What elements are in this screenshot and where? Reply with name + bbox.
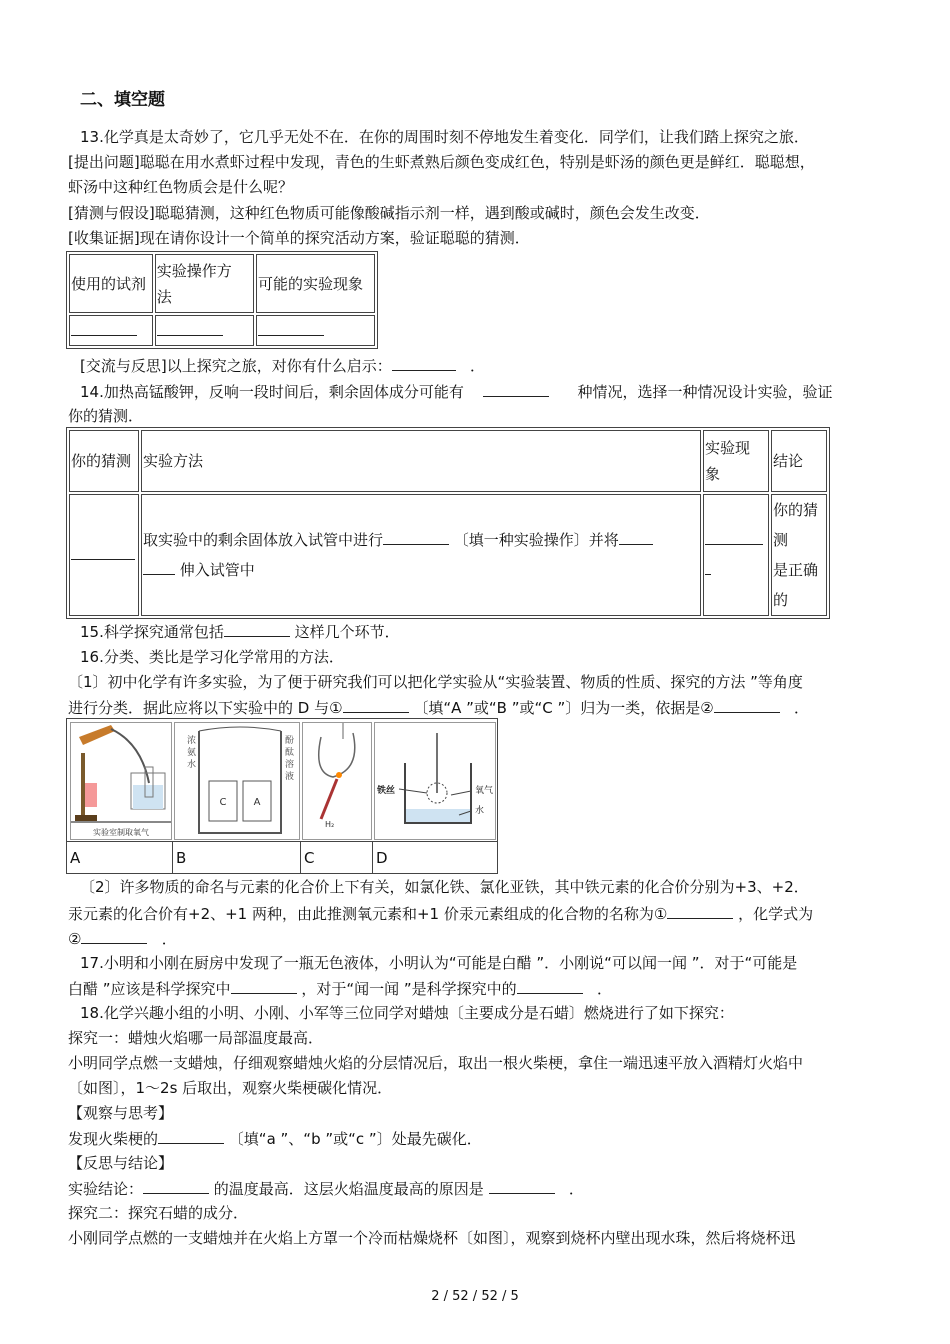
q14-blank-count[interactable]	[483, 380, 549, 397]
q14-answer-guess[interactable]	[69, 494, 139, 616]
fig-d-drawing	[375, 723, 495, 839]
q13-reflection-text: [交流与反思]以上探究之旅，对你有什么启示：	[80, 357, 392, 375]
q14-line2: 你的猜测．	[68, 407, 144, 425]
page-footer: 2 / 52 / 52 / 5	[431, 1289, 519, 1304]
q13-line3: 虾汤中这种红色物质会是什么呢？	[68, 178, 294, 196]
fig-label-c: C	[304, 849, 315, 867]
q14-header-phenomenon-line1: 实验现	[705, 439, 751, 457]
fig-b-label-3: 水	[187, 760, 197, 770]
fig-a-drawing	[71, 723, 171, 839]
q18-line9: 探究二：探究石蜡的成分．	[68, 1204, 249, 1222]
q17-blank-1[interactable]	[231, 977, 297, 994]
q18-line8-c: ．	[568, 1180, 584, 1198]
q14-header-conclusion: 结论	[771, 430, 827, 492]
fig-b-beaker-c: C	[219, 797, 227, 808]
fig-b-image	[174, 722, 300, 840]
q14-conclusion-4: 的	[773, 591, 789, 609]
q18-line7: 【反思与结论】	[68, 1154, 174, 1172]
q16-line1: 16.分类、类比是学习化学常用的方法．	[80, 648, 344, 666]
q15-blank[interactable]	[224, 620, 290, 637]
q15-b: 这样几个环节．	[294, 623, 400, 641]
q14-conclusion-cell	[771, 494, 827, 616]
q17-line2	[68, 977, 612, 1000]
q18-blank-2[interactable]	[143, 1177, 209, 1194]
fig-label-row	[67, 841, 497, 874]
fig-c-drawing	[303, 723, 371, 839]
q18-line6-a: 发现火柴梗的	[68, 1130, 159, 1148]
q16-figure-table	[66, 718, 498, 874]
q16-line3-c: ．	[794, 699, 810, 717]
q13-answer-method[interactable]	[155, 315, 254, 346]
fig-b-drawing	[175, 723, 299, 839]
q18-line8-b: 的温度最高．这层火焰温度最高的原因是	[213, 1180, 484, 1198]
q14-conclusion-3: 是正确	[773, 561, 819, 579]
q18-line8	[68, 1177, 584, 1200]
q14-conclusion-1: 你的猜	[773, 501, 819, 519]
q13-line4: [猜测与假设]聪聪猜测，这种红色物质可能像酸碱指示剂一样，遇到酸或碱时，颜色会发生改变．	[68, 204, 710, 222]
q16-line6-a: ②	[68, 930, 82, 948]
section-title: 二、填空题	[80, 90, 165, 110]
q14-line1	[80, 380, 833, 403]
q13-answer-reagent[interactable]	[69, 315, 153, 346]
q16-blank-2[interactable]	[714, 696, 780, 713]
q13-reflection	[80, 354, 485, 377]
q13-reflection-blank[interactable]	[392, 354, 456, 371]
fig-label-d: D	[376, 849, 388, 867]
q13-answer-phenomenon[interactable]	[256, 315, 375, 346]
q17-line1: 17.小明和小刚在厨房中发现了一瓶无色液体，小明认为“可能是白醋 ”．小刚说“可以闻一闻 ”．对于“可能是	[80, 954, 798, 972]
q13-header-reagent: 使用的试剂	[69, 254, 153, 313]
fig-a-caption: 实验室制取氧气	[93, 828, 149, 837]
fig-b-label-7: 液	[285, 772, 295, 782]
q18-line6	[68, 1127, 482, 1150]
fig-d-oxygen: 氧气	[475, 786, 494, 796]
q17-line2-b: ，对于“闻一闻 ”是科学探究中的	[301, 980, 517, 998]
q18-line4: 〔如图〕，1～2s 后取出，观察火柴梗碳化情况．	[68, 1079, 393, 1097]
q14-line1-a: 14.加热高锰酸钾，反响一段时间后，剩余固体成分可能有	[80, 383, 464, 401]
q16-line6-b: ．	[161, 930, 177, 948]
q13-header-method-line1: 实验操作方	[156, 261, 232, 280]
q13-header-method	[155, 254, 254, 313]
q14-table	[66, 427, 830, 619]
q14-conclusion-2: 测	[773, 531, 789, 549]
q16-line3-a: 进行分类．据此应将以下实验中的 D 与①	[68, 699, 343, 717]
fig-b-label-2: 氨	[187, 748, 197, 758]
q18-line10: 小刚同学点燃的一支蜡烛并在火焰上方罩一个冷而枯燥烧杯〔如图〕，观察到烧杯内壁出现水珠，然后将烧杯迅	[68, 1229, 796, 1247]
q13-line5: [收集证据]现在请你设计一个简单的探究活动方案，验证聪聪的猜测．	[68, 229, 530, 247]
q17-blank-2[interactable]	[517, 977, 583, 994]
fig-b-label-1: 浓	[187, 736, 197, 746]
q14-blank-object-cont[interactable]	[143, 558, 175, 575]
q16-line3	[68, 696, 809, 719]
q16-line6	[68, 927, 177, 950]
q14-header-method: 实验方法	[141, 430, 701, 492]
fig-d-iron-wire: 铁丝	[377, 786, 396, 796]
q16-blank-4[interactable]	[81, 927, 147, 944]
fig-c-image	[302, 722, 372, 840]
q18-line3: 小明同学点燃一支蜡烛，仔细观察蜡烛火焰的分层情况后，取出一根火柴梗，拿住一端迅速平放入酒精灯火焰中	[68, 1054, 804, 1072]
q16-line5	[68, 902, 813, 925]
q13-header-phenomenon: 可能的实验现象	[256, 254, 375, 313]
q13-table	[66, 251, 378, 349]
q18-line6-b: 〔填“a ”、“b ”或“c ”〕处最先碳化．	[228, 1130, 482, 1148]
q18-blank-3[interactable]	[489, 1177, 555, 1194]
q14-blank-object[interactable]	[619, 528, 653, 545]
q14-method-a: 取实验中的剩余固体放入试管中进行	[143, 531, 384, 549]
q16-blank-3[interactable]	[667, 902, 733, 919]
q16-line3-b: 〔填“A ”或“B ”或“C ”〕归为一类，依据是②	[413, 699, 714, 717]
q14-line1-b: 种情况，选择一种情况设计实验，验证	[577, 383, 833, 401]
q14-header-guess: 你的猜测	[69, 430, 139, 492]
q14-method-c: 伸入试管中	[179, 561, 255, 579]
q18-line8-a: 实验结论：	[68, 1180, 144, 1198]
q16-line5-b: ，化学式为	[738, 905, 814, 923]
fig-b-label-6: 溶	[285, 760, 295, 770]
q14-method-cell	[141, 494, 701, 616]
q14-header-phenomenon	[703, 430, 769, 492]
fig-c-h2-label: H₂	[325, 820, 335, 829]
fig-d-water: 水	[475, 806, 485, 816]
q17-line2-c: ．	[596, 980, 612, 998]
q13-line1: 13.化学真是太奇妙了，它几乎无处不在．在你的周围时刻不停地发生着变化．同学们，让我们踏上探究之旅．	[80, 128, 809, 146]
q14-answer-phenomenon[interactable]	[703, 494, 769, 616]
q15	[80, 620, 400, 643]
q14-header-phenomenon-line2: 象	[705, 465, 721, 483]
q13-reflection-end: ．	[470, 357, 486, 375]
q17-line2-a: 白醋 ”应该是科学探究中	[68, 980, 231, 998]
q18-line2: 探究一：蜡烛火焰哪一局部温度最高．	[68, 1029, 324, 1047]
fig-b-label-5: 酞	[285, 748, 295, 758]
fig-d-image	[374, 722, 496, 840]
q18-line5: 【观察与思考】	[68, 1104, 174, 1122]
q18-line1: 18.化学兴趣小组的小明、小刚、小军等三位同学对蜡烛〔主要成分是石蜡〕燃烧进行了如下探究：	[80, 1004, 734, 1022]
q16-line4: 〔2〕许多物质的命名与元素的化合价上下有关，如氯化铁、氯化亚铁，其中铁元素的化合价分别为+3、+2．	[80, 878, 809, 896]
q15-a: 15.科学探究通常包括	[80, 623, 224, 641]
q18-blank-1[interactable]	[158, 1127, 224, 1144]
q13-line2: [提出问题]聪聪在用水煮虾过程中发现，青色的生虾煮熟后颜色变成红色，特别是虾汤的颜色更是鲜红．聪聪想，	[68, 153, 815, 171]
q16-line5-a: 汞元素的化合价有+2、+1 两种，由此推测氧元素和+1 价汞元素组成的化合物的名称为①	[68, 905, 668, 923]
q13-header-method-line2: 法	[156, 287, 172, 306]
fig-b-label-4: 酚	[285, 736, 295, 746]
fig-a-image	[70, 722, 172, 840]
fig-b-beaker-a: A	[253, 797, 261, 808]
fig-label-a: A	[70, 849, 81, 867]
q16-line2: 〔1〕初中化学有许多实验，为了便于研究我们可以把化学实验从“实验装置、物质的性质、探究的方法 ”等角度	[68, 673, 803, 691]
q14-blank-operation[interactable]	[383, 528, 449, 545]
fig-label-b: B	[176, 849, 187, 867]
q14-method-b: 〔填一种实验操作〕并将	[453, 531, 619, 549]
q16-blank-1[interactable]	[343, 696, 409, 713]
